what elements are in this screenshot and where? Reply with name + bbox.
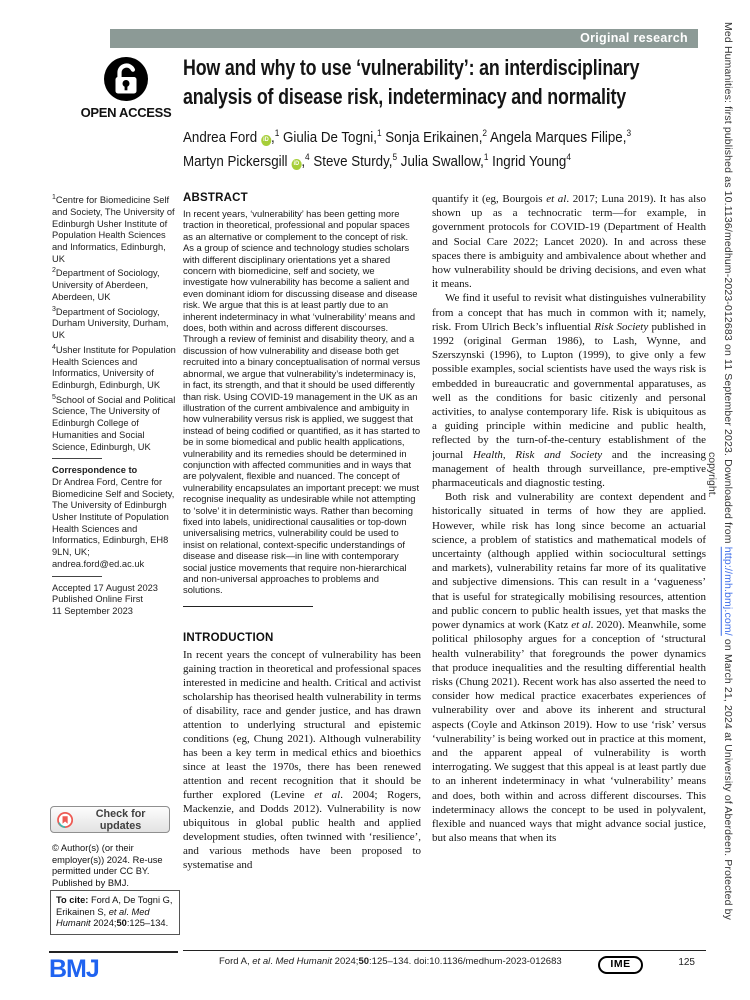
- article-title: How and why to use ‘vulnerability’: an interdisciplinary analysis of disease risk, indeterminacy and normality: [183, 55, 640, 109]
- left-column: [183, 192, 421, 950]
- ime-label: IME: [610, 958, 631, 970]
- copyright-notice: © Author(s) (or their employer(s)) 2024. Re-use permitted under CC BY. Published by BMJ.: [52, 843, 163, 889]
- correspondence-body: Dr Andrea Ford, Centre for Biomedicine Self and Society, The University of Edinburgh Usher Institute of Population Health Sciences and Informatics, Edinburgh, EH8 9LN, UK; andrea.ford@ed.ac.uk: [52, 476, 175, 569]
- check-for-updates-label: Check for updates: [95, 807, 146, 832]
- introduction-heading: INTRODUCTION: [183, 631, 274, 644]
- published-online-first: Published Online First: [52, 594, 143, 605]
- correspondence-heading: Correspondence to: [52, 465, 138, 476]
- divider: [49, 951, 178, 953]
- orcid-icon: iD: [291, 159, 301, 170]
- divider: [183, 606, 313, 607]
- affiliation: $^3$Department of Sociology, Durham University, Durham, UK: [52, 305, 169, 341]
- footer-citation: Ford A, et al. Med Humanit 2024;50:125–134. doi:10.1136/medhum-2023-012683: [219, 956, 562, 967]
- original-research-banner: [110, 29, 698, 48]
- affiliation: $^2$Department of Sociology, University of Aberdeen, Aberdeen, UK: [52, 267, 160, 302]
- divider: [52, 576, 102, 577]
- body-paragraph: We find it useful to revisit what distinguishes vulnerability from a concept that has much in common with it; namely, risk. From Ulrich Beck’s influential Risk Society published in 1992 (original German 1986), to Lash, Wynne, and Szerszynski (1996), to Lupton (1999), to give only a few possible examples, social scientists have used the ways risk is embedded in bureaucratic and governmental apparatuses, as well as the conditions for basic citizenly and personal activities, to analyse contemporary life. Risk is ubiquitous as a guiding principle within medicine and public health, reflected by the turn-of-the-century establishment of the journal Health, Risk and Society and the increasing management of health through surveillance, pre-emptive pharmaceuticals and diagnostic testing.: [432, 292, 706, 490]
- orcid-icon: iD: [261, 135, 271, 146]
- check-for-updates-button[interactable]: [50, 806, 170, 833]
- body-paragraph: Both risk and vulnerability are context dependent and historically situated in terms of how they are applied. However, while risk has long since become an actuarial science, a problem of statistics and mathematical models of uncertainty (although applied within sociocultural settings and markets), vulnerability retains far more of its qualitative and subjective dimensions. This can result in a ‘vagueness’ that is useful for strategically mobilising resources, attention and public concern to public health issues, yet that masks the power dynamics at work (Katz et al. 2020). Meanwhile, some political philosophy argues for a conception of ‘structural health vulnerability’ that foregrounds the power dynamics that produce inequalities and the resulting differential health risks (Chung 2021). Recent work has also asserted the need to consider how medical practice exacerbates experiences of vulnerability over and above its inherent and structural aspects (Coyle and Atkinson 2019). How to use ‘risk’ versus ‘vulnerability’ is being worked out in practice at this moment, and the apparent appeal of vulnerability is worth interrogating. We suggest that this appeal is at least partly due to an inherent indeterminacy in what ‘vulnerability’ means and does, both within and across different discourses. This indeterminacy allows the concept to be used in polyvalent, flexible and nuanced ways that might advance social justice, but also means that when its: [432, 491, 706, 845]
- banner-label: Original research: [580, 31, 688, 45]
- abstract-body: In recent years, ‘vulnerability’ has been getting more traction in theoretical, professional and popular spaces as an alternative or complement to the concept of risk. As a group of science and technology studies scholars with different disciplinary orientations yet a shared concern with biomedicine, self and society, we investigate how vulnerability has become a salient and even dominant idiom for discussing disease and disease risk. We argue that this is at least partly due to an inherent indeterminacy in what ‘vulnerability’ means and does, both within and across different discourses. Through a review of feminist and disability theory, and a discussion of how vulnerability and disease both get recruited into a binary conceptualisation of normal versus abnormal, we argue that vulnerability’s indeterminacy is, in fact, its strength, and that it should be used differently than risk. Using COVID-19 management in the UK as an illustration of the current ambivalence and ambiguity in how vulnerability versus risk is applied, we suggest that instead of being codified or quantified, as it has started to be in some biomedical and public health applications, vulnerability and its remedies should be determined in conjunction with affected communities and in ways that are polyvalent, flexible and nuanced. The concept of vulnerability encapsulates an important precept: we must recognise inequality as undesirable while not attempting to ‘solve’ it in deterministic ways. Rather than becoming fixed into labels, unidirectional causalities or top-down universalising metrics, vulnerability could be used to insist on relational, context-specific understandings of disease and disease risk—in line with contemporary social justice movements that require non-hierarchical and non-universal approaches to problems and solutions.: [183, 208, 421, 596]
- body-paragraph: quantify it (eg, Bourgois et al. 2017; Luna 2019). It has also shown up as a technocratic term—for example, in government protocols for COVID-19 (Department of Health and Social Care 2022; Lancet 2020). In and across these spaces there is ambiguity and ambivalence about whether and how vulnerability should be driving decisions, and even what it means.: [432, 193, 706, 291]
- right-column: [432, 192, 706, 950]
- footer-rule: [183, 950, 706, 951]
- introduction-paragraph: In recent years the concept of vulnerability has been gaining traction in theoretical and professional spaces interested in medicine and health. Critical and activist scholarship has theorised health vulnerability in terms of disability, race and gender justice, and has drawn attention to underlying structural and epistemic conditions (eg, Chung 2021). Although vulnerability has been a key term in medical ethics and bioethics since at least the 1970s, there has been renewed attention and recent recognition that it should be further explored (Levine et al. 2004; Rogers, Mackenzie, and Dodds 2012). Vulnerability is now ubiquitous in global public health and applied development studies, often twinned with ‘resilience’, and various methods have been proposed to systematise and: [183, 648, 421, 871]
- published-date: 11 September 2023: [52, 605, 133, 616]
- vertical-copyright: copyright.: [706, 452, 718, 498]
- abstract-heading: ABSTRACT: [183, 192, 248, 204]
- to-cite-box: To cite: Ford A, De Togni G, Erikainen S, et al. Med Humanit 2024;50:125–134.: [50, 890, 180, 935]
- vertical-text: Med Humanities: first published as 10.1136/medhum-2023-012683 on 11 September 2023. Downloaded from: [722, 22, 734, 547]
- article-history: [52, 583, 180, 618]
- open-access-badge: [76, 57, 176, 120]
- affiliation: $^5$School of Social and Political Science, The University of Edinburgh College of Humanities and Social Science, Edinburgh, UK: [52, 393, 176, 452]
- vertical-text: on March 21, 2024 at University of Aberdeen. Protected by: [722, 635, 734, 921]
- ime-logo: [598, 956, 643, 974]
- author-list: Andrea Ford iD ,$^1$ Giulia De Togni,$^1$ Sonja Erikainen,$^2$ Angela Marques Filipe,$^3$ Martyn Pickersgill iD ,$^4$ Steve Sturdy,$^5$ Julia Swallow,$^1$ Ingrid Young$^4$: [183, 128, 632, 171]
- affiliation: $^4$Usher Institute for Population Health Sciences and Informatics, University of Edinburgh, Edinburgh, UK: [52, 343, 176, 390]
- open-access-icon: [104, 57, 148, 101]
- affiliation: $^1$Centre for Biomedicine Self and Society, The University of Edinburgh Usher Institute of Population Health Sciences and Informatics, Edinburgh, UK: [52, 194, 175, 264]
- crossmark-icon: [57, 811, 73, 829]
- left-sidebar: [52, 192, 180, 618]
- accepted-date: Accepted 17 August 2023: [52, 582, 158, 593]
- journal-url-link[interactable]: http://mh.bmj.com/: [722, 546, 734, 636]
- open-access-label: OPEN ACCESS: [80, 105, 172, 120]
- vertical-journal-info: [722, 22, 734, 972]
- page-number: 125: [678, 957, 695, 968]
- bmj-logo: BMJ: [49, 955, 99, 983]
- divider: [52, 458, 102, 459]
